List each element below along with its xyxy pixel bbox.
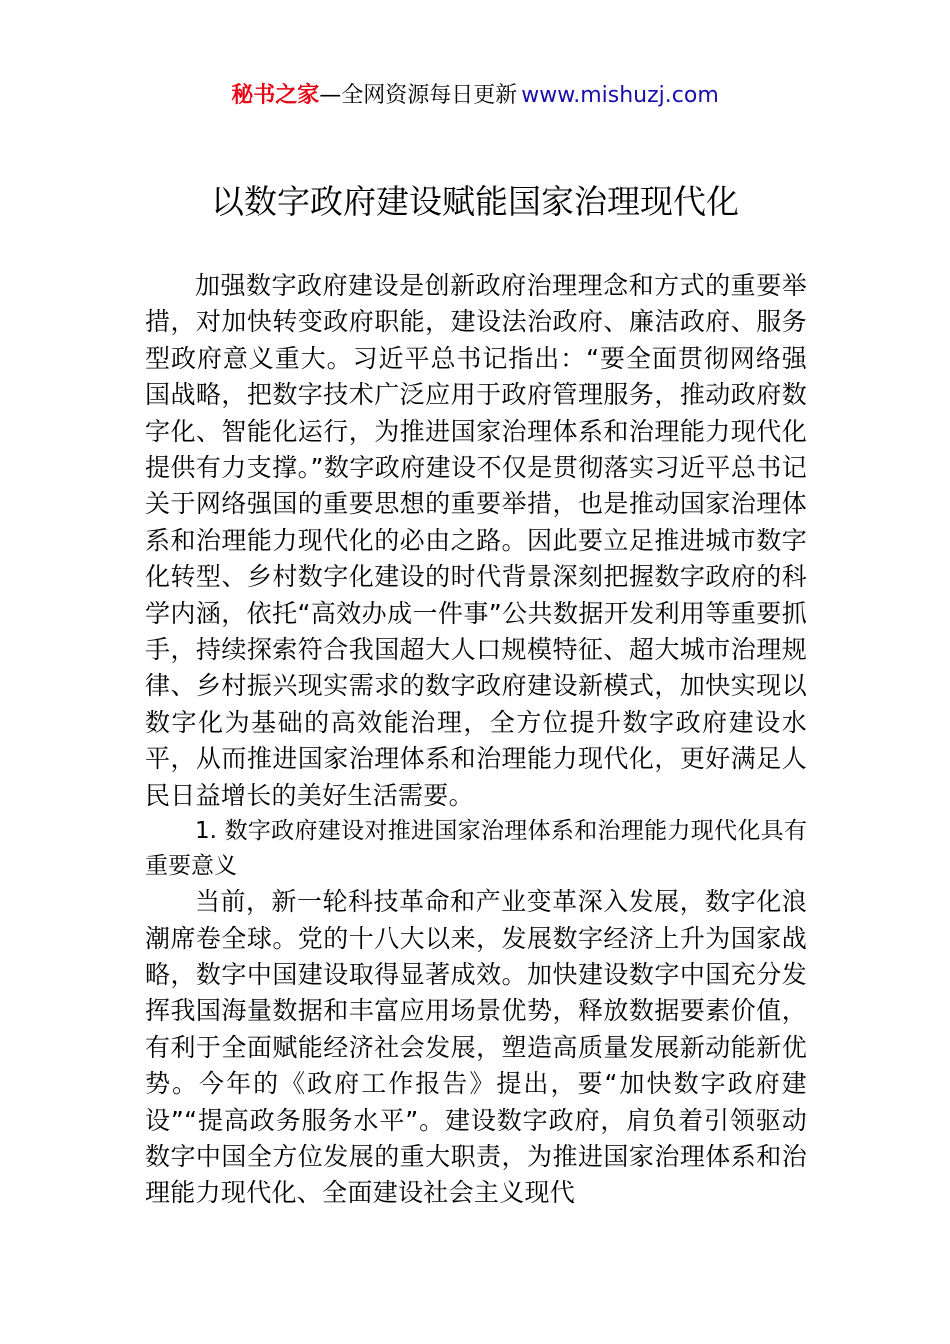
- paragraph-intro: 加强数字政府建设是创新政府治理理念和方式的重要举措，对加快转变政府职能，建设法治政府、廉洁政府、服务型政府意义重大。习近平总书记指出：“要全面贯彻网络强国战略，把数字技术广泛应用于政府管理服务，推动政府数字化、智能化运行，为推进国家治理体系和治理能力现代化提供有力支撑。”数字政府建设不仅是贯彻落实习近平总书记关于网络强国的重要思想的重要举措，也是推动国家治理体系和治理能力现代化的必由之路。因此要立足推进城市数字化转型、乡村数字化建设的时代背景深刻把握数字政府的科学内涵，依托“高效办成一件事”公共数据开发利用等重要抓手，持续探索符合我国超大人口规模特征、超大城市治理规律、乡村振兴现实需求的数字政府建设新模式，加快实现以数字化为基础的高效能治理，全方位提升数字政府建设水平，从而推进国家治理体系和治理能力现代化，更好满足人民日益增长的美好生活需要。: [145, 271, 807, 810]
- site-header: [0, 80, 950, 112]
- site-url-link[interactable]: www.mishuzj.com: [521, 83, 719, 108]
- section-heading-1: 1. 数字政府建设对推进国家治理体系和治理能力现代化具有重要意义: [145, 818, 807, 880]
- header-slogan: 全网资源每日更新: [341, 83, 518, 108]
- brand-name: 秘书之家: [231, 83, 320, 108]
- paragraph-section-1: 当前，新一轮科技革命和产业变革深入发展，数字化浪潮席卷全球。党的十八大以来，发展数字经济上升为国家战略，数字中国建设取得显著成效。加快建设数字中国充分发挥我国海量数据和丰富应用场景优势，释放数据要素价值，有利于全面赋能经济社会发展，塑造高质量发展新动能新优势。今年的《政府工作报告》提出，要“加快数字政府建设”“提高政务服务水平”。建设数字政府，肩负着引领驱动数字中国全方位发展的重大职责，为推进国家治理体系和治理能力现代化、全面建设社会主义现代: [145, 887, 807, 1208]
- header-dash: —: [319, 83, 342, 108]
- document-title: 以数字政府建设赋能国家治理现代化: [211, 182, 739, 221]
- document-body: [145, 268, 807, 1212]
